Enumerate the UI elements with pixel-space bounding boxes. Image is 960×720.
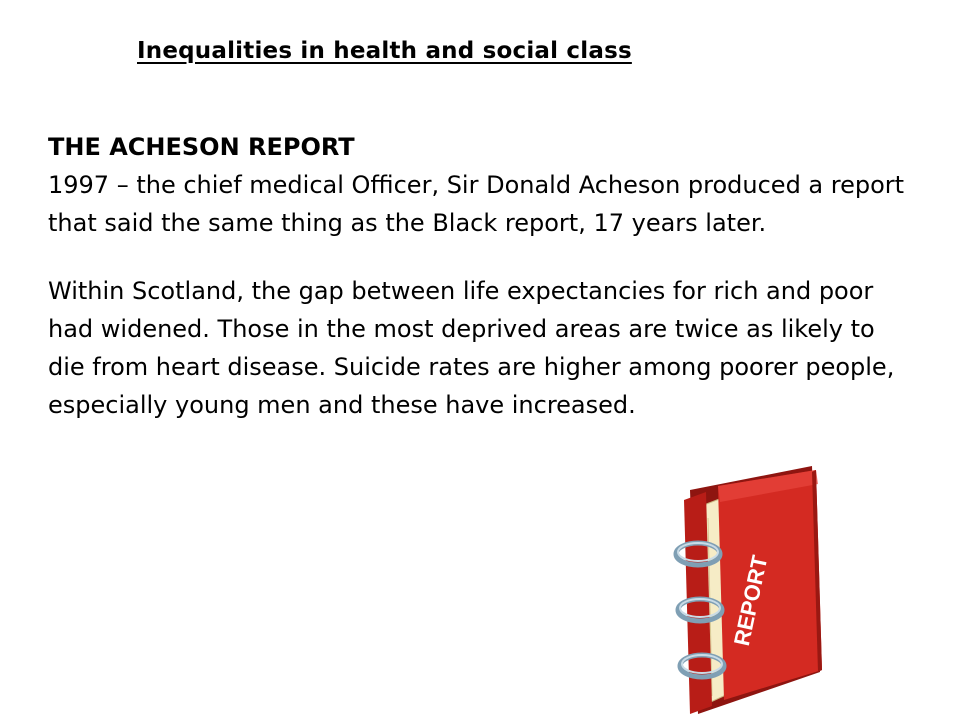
report-binder-icon	[662, 462, 832, 717]
paragraph-scotland-gap: Within Scotland, the gap between life expectancies for rich and poor had widened. Those in the most deprived areas are twice as likely to die from heart disease. Suicide rates are higher among poorer people, especially young men and these have increased.	[48, 277, 895, 419]
slide-body	[48, 128, 908, 424]
paragraph-acheson-1997: 1997 – the chief medical Officer, Sir Donald Acheson produced a report that said the same thing as the Black report, 17 years later.	[48, 171, 905, 237]
slide-title: Inequalities in health and social class	[137, 38, 632, 64]
report-cover-label: REPORT	[728, 552, 773, 648]
section-heading: THE ACHESON REPORT	[48, 133, 355, 161]
